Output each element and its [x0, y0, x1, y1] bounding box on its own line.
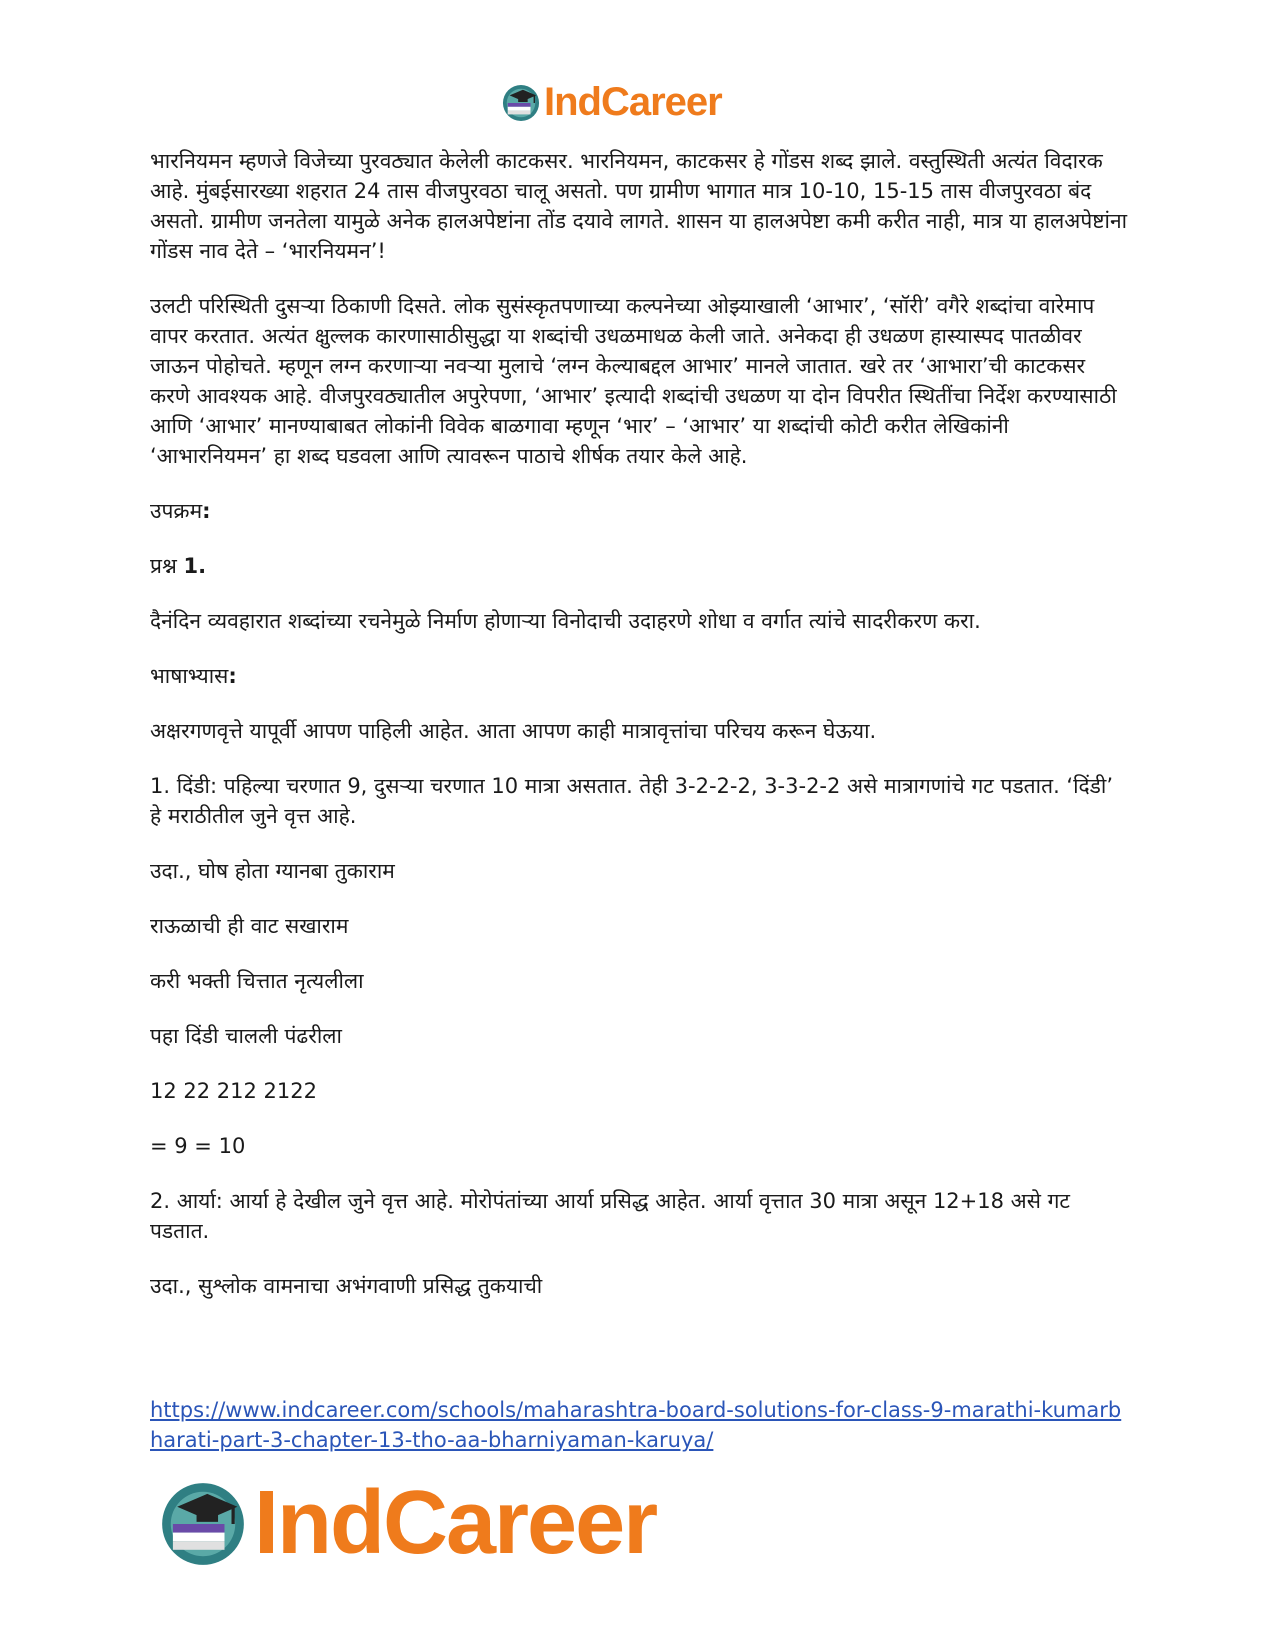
paragraph: 12 22 212 2122 [150, 1079, 317, 1103]
question-number: 1. [183, 554, 207, 578]
document-body [150, 146, 1130, 1326]
paragraph: उदा., सुश्लोक वामनाचा अभंगवाणी प्रसिद्ध तुकयाची [150, 1274, 543, 1298]
paragraph: पहा दिंडी चालली पंढरीला [150, 1024, 342, 1048]
section-heading-bhasha [150, 661, 1130, 691]
footer-logo [160, 1472, 656, 1575]
paragraph: राऊळाची ही वाट सखाराम [150, 914, 349, 938]
paragraph: करी भक्ती चित्तात नृत्यलीला [150, 969, 364, 993]
graduation-cap-book-icon [160, 1481, 246, 1567]
brand-logo-text: IndCareer [544, 80, 722, 124]
brand-logo-text: IndCareer [254, 1473, 657, 1573]
paragraph: 2. आर्या: आर्या हे देखील जुने वृत्त आहे. मोरोपंतांच्या आर्या प्रसिद्ध आहेत. आर्या वृत्तात 30 मात्रा असून 12+18 असे गट पडतात. [150, 1189, 1070, 1243]
heading-colon: : [228, 664, 237, 688]
heading-colon: : [202, 499, 211, 523]
paragraph: = 9 = 10 [150, 1134, 246, 1158]
heading-text: उपक्रम [150, 499, 203, 523]
heading-text: भाषाभ्यास [150, 664, 229, 688]
paragraph: अक्षरगणवृत्ते यापूर्वी आपण पाहिली आहेत. आता आपण काही मात्रावृत्तांचा परिचय करून घेऊया. [150, 719, 877, 743]
paragraph: दैनंदिन व्यवहारात शब्दांच्या रचनेमुळे निर्माण होणाऱ्या विनोदाची उदाहरणे शोधा व वर्गात त्यांचे सादरीकरण करा. [150, 609, 981, 633]
section-heading-upakram [150, 496, 1130, 526]
graduation-cap-book-icon [502, 84, 540, 122]
header-logo [502, 80, 722, 125]
paragraph: 1. दिंडी: पहिल्या चरणात 9, दुसऱ्या चरणात 10 मात्रा असतात. तेही 3-2-2-2, 3-3-2-2 असे मात्रागणांचे गट पडतात. ‘दिंडी’ हे मराठीतील जुने वृत्त आहे. [150, 774, 1114, 828]
paragraph: भारनियमन म्हणजे विजेच्या पुरवठ्यात केलेली काटकसर. भारनियमन, काटकसर हे गोंडस शब्द झाले. वस्तुस्थिती अत्यंत विदारक आहे. मुंबईसारख्या शहरात 24 तास वीजपुरवठा चालू असतो. पण ग्रामीण भागात मात्र 10-10, 15-15 तास वीजपुरवठा बंद असतो. ग्रामीण जनतेला यामुळे अनेक हालअपेष्टांना तोंड दयावे लागते. शासन या हालअपेष्टा कमी करीत नाही, मात्र या हालअपेष्टांना गोंडस नाव देते – ‘भारनियमन’! [150, 149, 1128, 263]
question-label: प्रश्न [150, 554, 184, 578]
paragraph: उदा., घोष होता ग्यानबा तुकाराम [150, 859, 395, 883]
question-heading [150, 551, 1130, 581]
paragraph: उलटी परिस्थिती दुसऱ्या ठिकाणी दिसते. लोक सुसंस्कृतपणाच्या कल्पनेच्या ओझ्याखाली ‘आभार’, ‘सॉरी’ वगैरे शब्दांचा वारेमाप वापर करतात. अत्यंत क्षुल्लक कारणासाठीसुद्धा या शब्दांची उधळमाधळ केली जाते. अनेकदा ही उधळण हास्यास्पद पातळीवर जाऊन पोहोचते. म्हणून लग्न करणाऱ्या नवऱ्या मुलाचे ‘लग्न केल्याबद्दल आभार’ मानले जातात. खरे तर ‘आभारा’ची काटकसर करणे आवश्यक आहे. वीजपुरवठ्यातील अपुरेपणा, ‘आभार’ इत्यादी शब्दांची उधळण या दोन विपरीत स्थितींचा निर्देश करण्यासाठी आणि ‘आभार’ मानण्याबाबत लोकांनी विवेक बाळगावा म्हणून ‘भार’ – ‘आभार’ या शब्दांची कोटी करीत लेखिकांनी ‘आभारनियमन’ हा शब्द घडवला आणि त्यावरून पाठाचे शीर्षक तयार केले आहे. [150, 294, 1117, 468]
source-url-link[interactable]: https://www.indcareer.com/schools/maharashtra-board-solutions-for-class-9-marathi-kumarbharati-part-3-chapter-13-tho-aa-bharniyaman-karuya/ [150, 1398, 1122, 1452]
